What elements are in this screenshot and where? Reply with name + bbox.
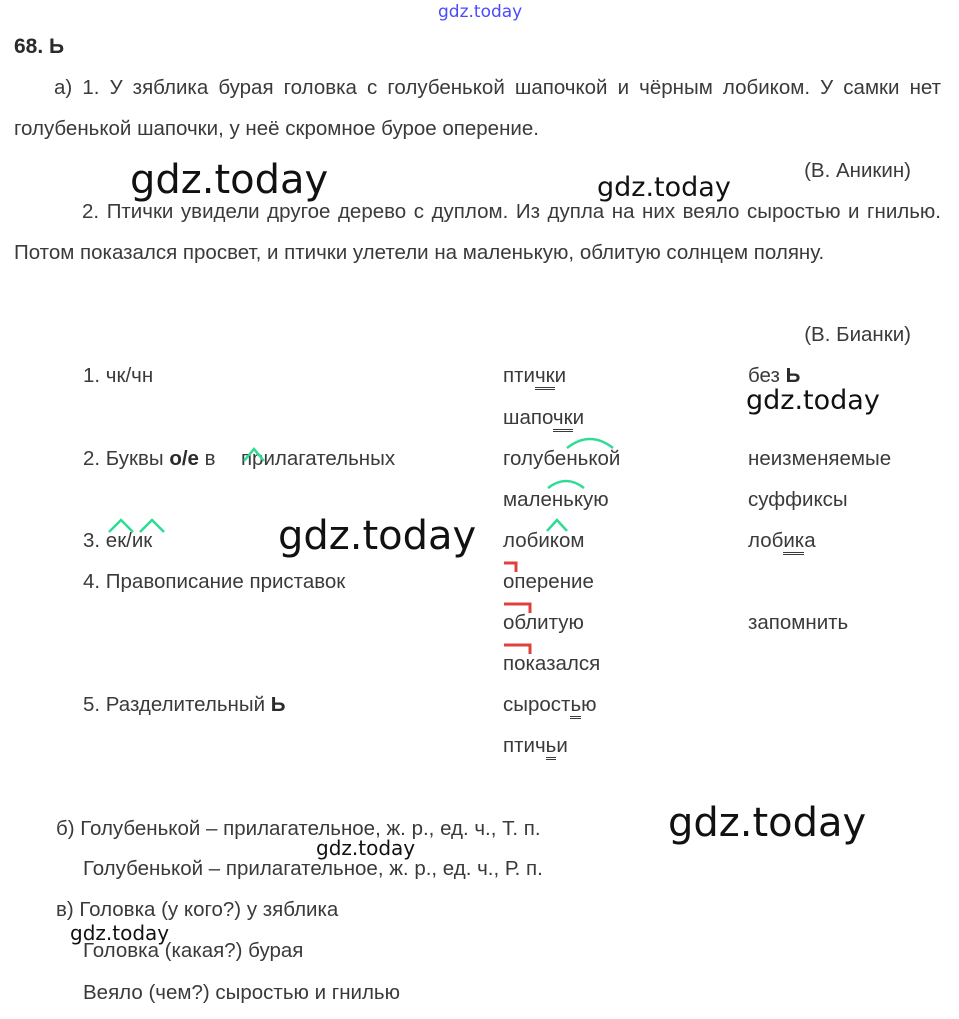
part-c-line-1: в) Головка (у кого?) у зяблика xyxy=(56,898,339,921)
text-1: а) 1. У зяблика бурая головка с голубенькой шапочкой и чёрным лобиком. У самки нет голубенькой шапочки, у неё скромное бурое оперение. xyxy=(14,76,941,140)
rule-3: 3. ек/ик xyxy=(83,529,153,552)
watermark: gdz.today xyxy=(746,385,880,416)
word-golubenkoy: голубенькой xyxy=(503,447,621,470)
watermark-top: gdz.today xyxy=(438,2,523,22)
part-b-line-2: Голубенькой – прилагательное, ж. р., ед. ч., Р. п. xyxy=(83,857,543,880)
part-c-line-3: Веяло (чем?) сыростью и гнилью xyxy=(83,981,400,1004)
watermark: gdz.today xyxy=(70,921,170,945)
author-2: (В. Бианки) xyxy=(804,323,911,346)
exercise-number: 68. Ь xyxy=(14,35,65,58)
note-lobika: лобика xyxy=(748,528,816,554)
word-ptichi: птичьи xyxy=(503,733,568,759)
word-syrostyu: сыростью xyxy=(503,692,597,718)
rule-1: 1. чк/чн xyxy=(83,364,154,387)
author-1: (В. Аникин) xyxy=(804,159,911,182)
word-pokazalsya: показался xyxy=(503,652,601,675)
watermark: gdz.today xyxy=(668,800,867,846)
note-zapomnit: запомнить xyxy=(748,611,849,634)
word-operenie: оперение xyxy=(503,570,594,593)
word-lobikom: лобиком xyxy=(503,529,585,552)
watermark: gdz.today xyxy=(316,836,416,860)
rule-2: 2. Буквы о/е в прилагательных xyxy=(83,447,396,470)
word-shapochki: шапочки xyxy=(503,405,584,431)
part-c-line-2: Головка (какая?) бурая xyxy=(83,939,304,962)
rule-5: 5. Разделительный Ь xyxy=(83,693,286,716)
note-neizmenyaemye: неизменяемые xyxy=(748,447,892,470)
word-ptichki: птички xyxy=(503,363,566,389)
word-oblituyu: облитую xyxy=(503,611,584,634)
note-suffiksy: суффиксы xyxy=(748,488,848,511)
watermark: gdz.today xyxy=(278,513,477,559)
watermark: gdz.today xyxy=(597,172,731,203)
part-b-line-1: б) Голубенькой – прилагательное, ж. р., ед. ч., Т. п. xyxy=(56,817,541,840)
watermark: gdz.today xyxy=(130,157,329,203)
note-bez-soft-sign: без Ь xyxy=(748,364,801,387)
rule-4: 4. Правописание приставок xyxy=(83,570,346,593)
word-malenkuyu: маленькую xyxy=(503,488,609,511)
text-2: 2. Птички увидели другое дерево с дуплом. Из дупла на них веяло сыростью и гнилью. Потом показался просвет, и птички улетели на маленькую, облитую солнцем поляну. xyxy=(14,200,941,264)
